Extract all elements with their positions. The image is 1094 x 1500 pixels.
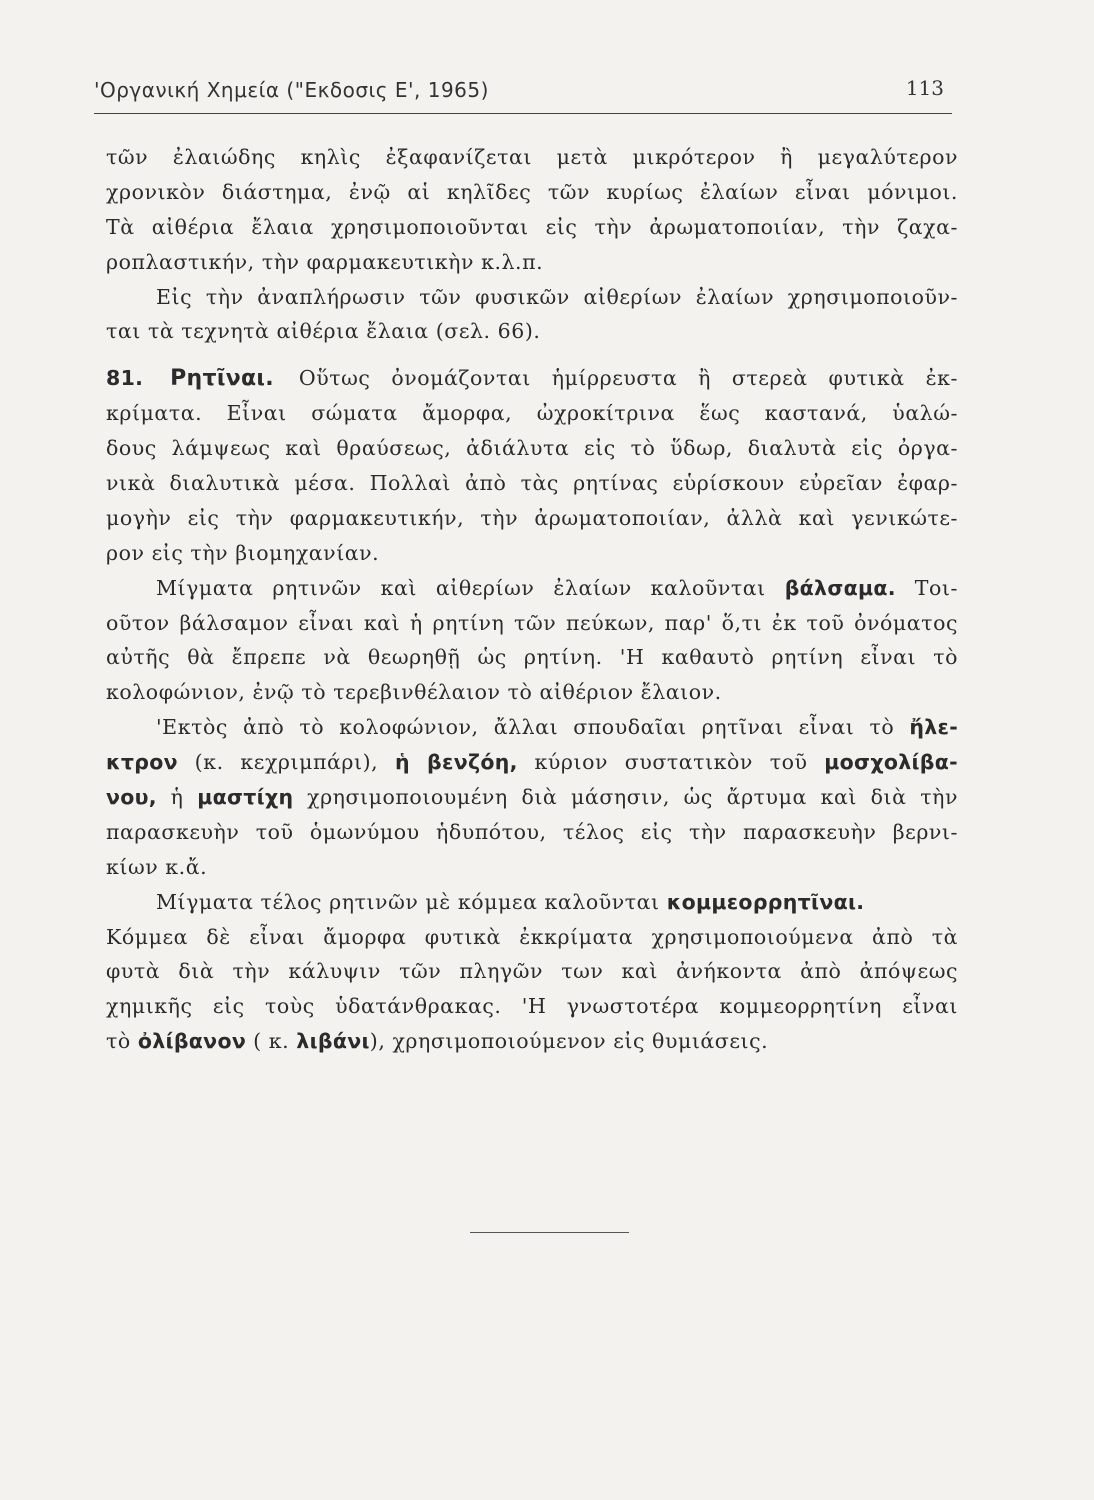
text-segment: τὸ bbox=[106, 1029, 131, 1054]
page-header bbox=[94, 64, 952, 114]
text-line: δους λάμψεως καὶ θραύσεως, ἀδιάλυτα εἰς τὸ ὕδωρ, διαλυτὰ εἰς ὀργα- bbox=[106, 436, 958, 461]
text-segment: Μίγματα ρητινῶν καὶ αἰθερίων ἐλαίων καλοῦνται bbox=[156, 575, 766, 600]
text-line bbox=[106, 745, 958, 780]
text-line bbox=[106, 710, 958, 745]
keyword-term: ἤλε- bbox=[909, 715, 958, 740]
text-segment: Οὕτως ὀνομάζονται ἡμίρρευστα ἢ στερεὰ φυτικὰ ἐκ- bbox=[298, 366, 958, 391]
page-number: 113 bbox=[905, 76, 944, 100]
section-end-rule bbox=[470, 1232, 629, 1233]
text-line: κρίματα. Εἶναι σώματα ἄμορφα, ὠχροκίτρινα ἕως καστανά, ὑαλώ- bbox=[106, 401, 958, 426]
keyword-term: λιβάνι bbox=[296, 1029, 370, 1054]
text-line: αὐτῆς θὰ ἔπρεπε νὰ θεωρηθῇ ὡς ρητίνη. 'Η καθαυτὸ ρητίνη εἶναι τὸ bbox=[106, 645, 958, 670]
text-segment: 'Εκτὸς ἀπὸ τὸ κολοφώνιον, ἄλλαι σπουδαῖαι ρητῖναι εἶναι τὸ bbox=[156, 715, 895, 740]
text-line: χημικῆς εἰς τοὺς ὑδατάνθρακας. 'Η γνωστοτέρα κομμεορρητίνη εἶναι bbox=[106, 994, 958, 1019]
text-segment: κύριον συστατικὸν τοῦ bbox=[534, 750, 808, 775]
text-segment: χρησιμοποιουμένη διὰ μάσησιν, ὡς ἄρτυμα καὶ διὰ τὴν bbox=[307, 785, 959, 810]
text-line: ται τὰ τεχνητὰ αἰθέρια ἔλαια (σελ. 66). bbox=[106, 319, 541, 344]
keyword-term: μοσχολίβα- bbox=[824, 750, 958, 775]
text-line: Εἰς τὴν ἀναπλήρωσιν τῶν φυσικῶν αἰθερίων ἐλαίων χρησιμοποιοῦν- bbox=[156, 284, 958, 309]
body-text bbox=[106, 140, 958, 1059]
text-line bbox=[106, 780, 958, 815]
keyword-term: βάλσαμα. bbox=[784, 575, 896, 600]
text-line: φυτὰ διὰ τὴν κάλυψιν τῶν πληγῶν των καὶ ἀνήκοντα ἀπὸ ἀπόψεως bbox=[106, 959, 958, 984]
text-line: ροπλαστικήν, τὴν φαρμακευτικὴν κ.λ.π. bbox=[106, 249, 544, 274]
text-line: μογὴν εἰς τὴν φαρμακευτικήν, τὴν ἀρωματοποιίαν, ἀλλὰ καὶ γενικώτε- bbox=[106, 505, 958, 530]
text-segment: ἡ bbox=[170, 785, 184, 810]
text-line: κίων κ.ἄ. bbox=[106, 854, 208, 879]
section-number: 81. bbox=[106, 366, 144, 391]
keyword-term: ἡ βενζόη, bbox=[394, 750, 518, 775]
text-line: Τὰ αἰθέρια ἔλαια χρησιμοποιοῦνται εἰς τὴν ἀρωματοποιίαν, τὴν ζαχα- bbox=[106, 214, 958, 239]
text-segment: ), χρησιμοποιούμενον εἰς θυμιάσεις. bbox=[369, 1029, 769, 1054]
keyword-term: ὀλίβανον bbox=[137, 1029, 247, 1054]
text-line bbox=[106, 1024, 958, 1059]
text-line: Κόμμεα δὲ εἶναι ἄμορφα φυτικὰ ἐκκρίματα χρησιμοποιούμενα ἀπὸ τὰ bbox=[106, 924, 958, 949]
text-line bbox=[106, 571, 958, 606]
text-segment: ( κ. bbox=[253, 1029, 290, 1054]
text-segment: (κ. κεχριμπάρι), bbox=[194, 750, 379, 775]
keyword-term: κομμεορρητῖναι. bbox=[666, 889, 865, 914]
text-line: ρον εἰς τὴν βιομηχανίαν. bbox=[106, 540, 380, 565]
header-rule bbox=[94, 113, 952, 114]
running-title: 'Οργανική Χημεία ("Εκδοσις Ε', 1965) bbox=[94, 78, 489, 102]
keyword-term: μαστίχη bbox=[197, 785, 294, 810]
text-line: παρασκευὴν τοῦ ὁμωνύμου ἡδυπότου, τέλος εἰς τὴν παρασκευὴν βερνι- bbox=[106, 819, 958, 844]
text-line: οῦτον βάλσαμον εἶναι καὶ ἡ ρητίνη τῶν πεύκων, παρ' ὅ,τι ἐκ τοῦ ὀνόματος bbox=[106, 610, 958, 635]
text-line: χρονικὸν διάστημα, ἐνῷ αἱ κηλῖδες τῶν κυρίως ἐλαίων εἶναι μόνιμοι. bbox=[106, 179, 958, 204]
text-segment: Μίγματα τέλος ρητινῶν μὲ κόμμεα καλοῦνται bbox=[156, 889, 660, 914]
text-line: τῶν ἐλαιώδης κηλὶς ἐξαφανίζεται μετὰ μικρότερον ἢ μεγαλύτερον bbox=[106, 145, 958, 169]
keyword-term: κτρον bbox=[106, 750, 178, 775]
text-segment: Τοι- bbox=[914, 575, 958, 600]
section-heading-line bbox=[106, 361, 958, 396]
section-title: Ρητῖναι. bbox=[170, 366, 274, 392]
keyword-term: νου, bbox=[106, 785, 157, 810]
text-line bbox=[106, 885, 958, 920]
text-line: κολοφώνιον, ἐνῷ τὸ τερεβινθέλαιον τὸ αἰθέριον ἔλαιον. bbox=[106, 680, 722, 705]
text-line: νικὰ διαλυτικὰ μέσα. Πολλαὶ ἀπὸ τὰς ρητίνας εὑρίσκουν εὐρεῖαν ἐφαρ- bbox=[106, 471, 958, 496]
